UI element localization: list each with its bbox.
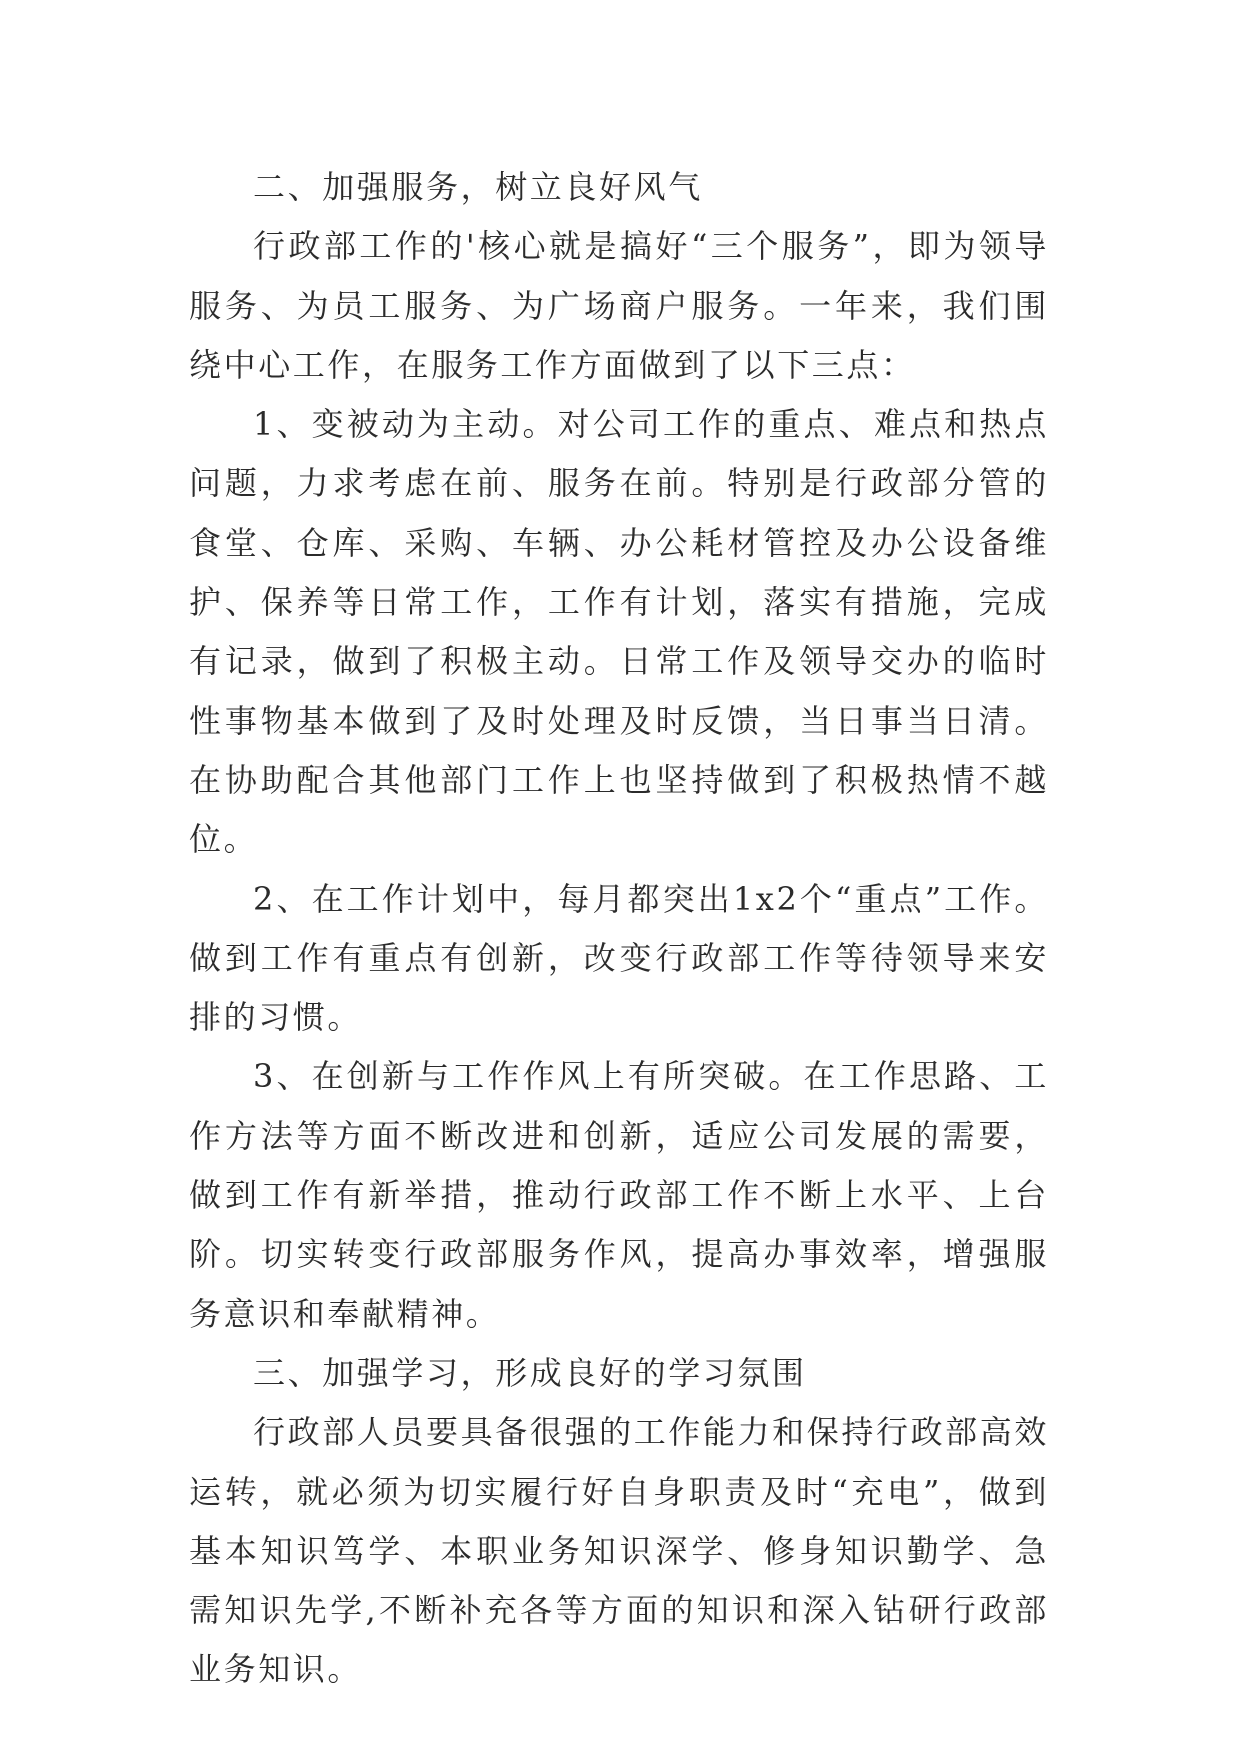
document-body (189, 158, 1049, 1700)
paragraph-learning: 行政部人员要具备很强的工作能力和保持行政部高效运转，就必须为切实履行好自身职责及时“充电”，做到基本知识笃学、本职业务知识深学、修身知识勤学、急需知识先学,不断补充各等方面的知识和深入钻研行政部业务知识。 (189, 1413, 1049, 1689)
section-heading-service: 二、加强服务，树立良好风气 (253, 168, 703, 206)
paragraph-point-1: 1、变被动为主动。对公司工作的重点、难点和热点问题，力求考虑在前、服务在前。特别是行政部分管的食堂、仓库、采购、车辆、办公耗材管控及办公设备维护、保养等日常工作，工作有计划，落实有措施，完成有记录，做到了积极主动。日常工作及领导交办的临时性事物基本做到了及时处理及时反馈，当日事当日清。在协助配合其他部门工作上也坚持做到了积极热情不越位。 (189, 405, 1049, 859)
paragraph-point-2: 2、在工作计划中，每月都突出1x2个“重点”工作。做到工作有重点有创新，改变行政部工作等待领导来安排的习惯。 (189, 879, 1049, 1037)
paragraph-point-3: 3、在创新与工作作风上有所突破。在工作思路、工作方法等方面不断改进和创新，适应公司发展的需要，做到工作有新举措，推动行政部工作不断上水平、上台阶。切实转变行政部服务作风，提高办事效率，增强服务意识和奉献精神。 (189, 1057, 1049, 1333)
paragraph-three-services: 行政部工作的'核心就是搞好“三个服务”，即为领导服务、为员工服务、为广场商户服务。一年来，我们围绕中心工作，在服务工作方面做到了以下三点： (189, 227, 1049, 384)
section-heading-learning: 三、加强学习，形成良好的学习氛围 (253, 1353, 807, 1392)
